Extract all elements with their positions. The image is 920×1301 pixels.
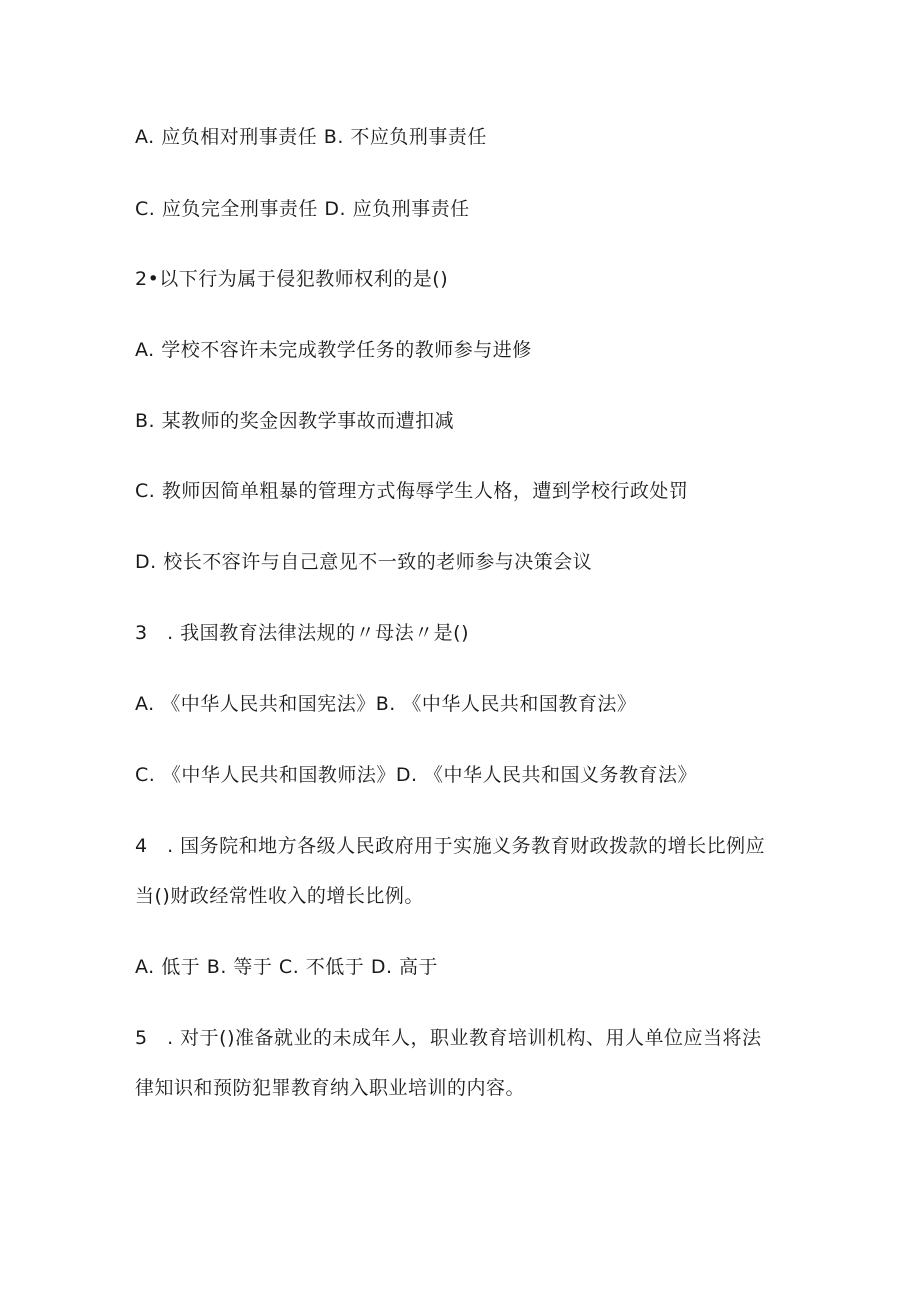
q3-options-cd: C. 《中华人民共和国教师法》D. 《中华人民共和国义务教育法》 xyxy=(135,764,698,786)
question-4-line-1: 4 . 国务院和地方各级人民政府用于实施义务教育财政拨款的增长比例应 xyxy=(135,835,766,857)
question-5-line-1: 5 . 对于()准备就业的未成年人，职业教育培训机构、用人单位应当将法 xyxy=(135,1027,762,1049)
question-3: 3 . 我国教育法律法规的〃母法〃是() xyxy=(135,622,469,644)
q2-option-b: B. 某教师的奖金因教学事故而遭扣减 xyxy=(135,410,455,432)
q1-options-cd: C. 应负完全刑事责任 D. 应负刑事责任 xyxy=(135,198,470,220)
question-4-line-2: 当()财政经常性收入的增长比例。 xyxy=(135,885,424,907)
q3-options-ab: A. 《中华人民共和国宪法》B. 《中华人民共和国教育法》 xyxy=(135,693,637,715)
q2-option-a: A. 学校不容许未完成教学任务的教师参与进修 xyxy=(135,339,532,361)
question-2: 2•以下行为属于侵犯教师权利的是() xyxy=(135,268,449,290)
q2-option-d: D. 校长不容许与自己意见不一致的老师参与决策会议 xyxy=(135,551,593,573)
question-5-line-2: 律知识和预防犯罪教育纳入职业培训的内容。 xyxy=(135,1077,526,1099)
q4-options: A. 低于 B. 等于 C. 不低于 D. 高于 xyxy=(135,956,439,978)
q1-options-ab: A. 应负相对刑事责任 B. 不应负刑事责任 xyxy=(135,126,487,148)
q2-option-c: C. 教师因简单粗暴的管理方式侮辱学生人格，遭到学校行政处罚 xyxy=(135,480,689,502)
